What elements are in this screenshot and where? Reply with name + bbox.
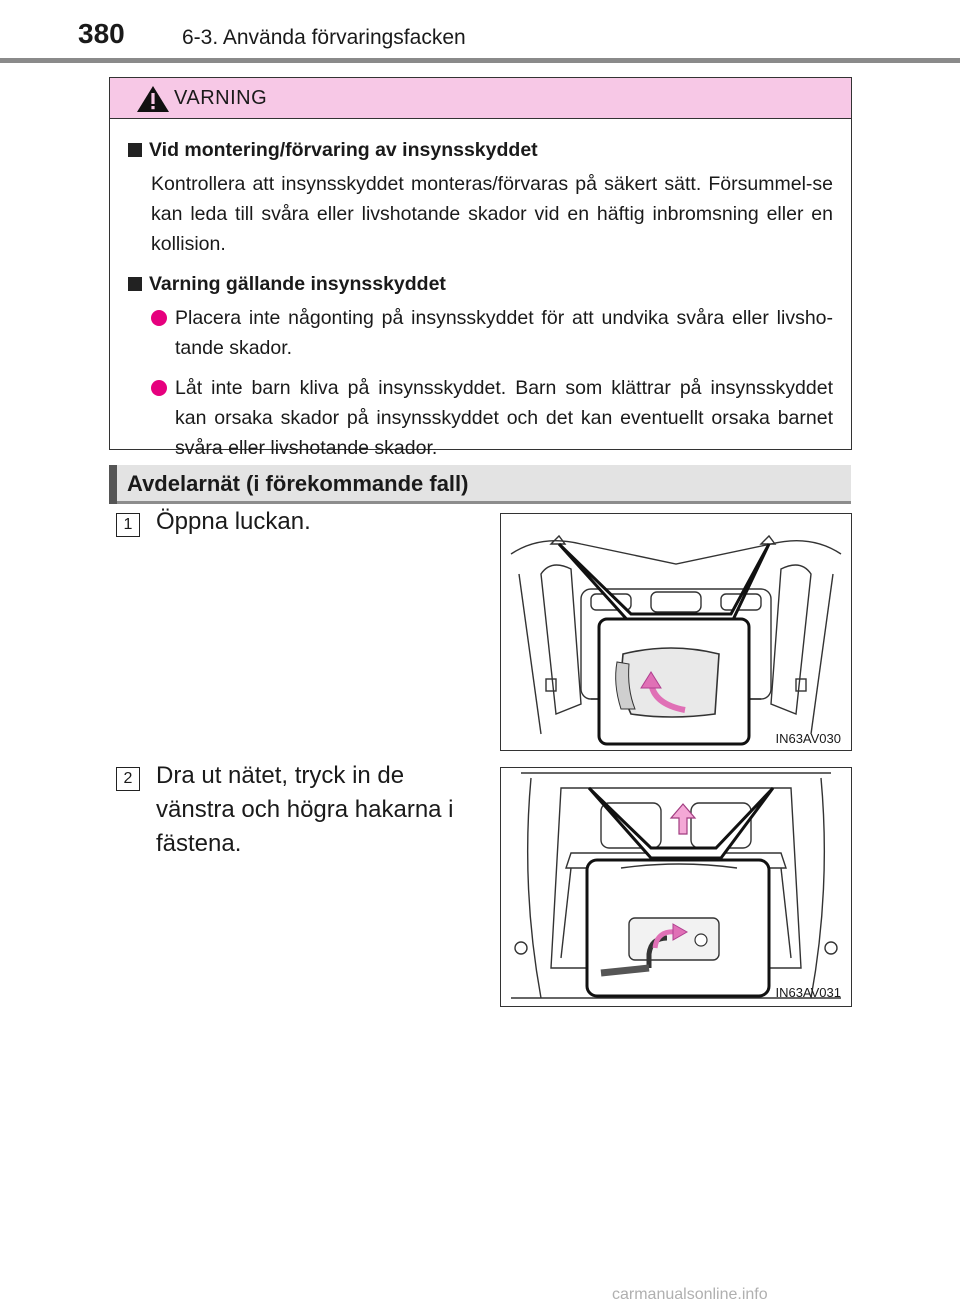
step-text: Öppna luckan. (156, 508, 311, 535)
warning-triangle-icon (136, 85, 170, 113)
cargo-area-illustration (501, 768, 851, 1006)
figure-code: IN63AV030 (775, 731, 841, 746)
page-number: 380 (78, 18, 125, 49)
warning-subheading (128, 269, 833, 299)
warning-subheading (128, 135, 833, 165)
warning-bullet (151, 373, 833, 463)
header-divider (0, 58, 960, 63)
warning-box (109, 77, 852, 459)
warning-title: VARNING (174, 87, 268, 109)
rear-seat-illustration (501, 514, 851, 750)
warning-subheading-text: Vid montering/förvaring av insynsskyddet (149, 139, 538, 161)
figure-cargo-net-hooks (500, 767, 852, 1007)
warning-bullet-text: Placera inte någonting på insynsskyddet för att undvika svåra eller livsho-tande skador. (175, 307, 833, 359)
section-accent (109, 465, 117, 504)
circle-bullet-icon (151, 380, 167, 396)
warning-header (110, 78, 851, 119)
figure-code: IN63AV031 (775, 985, 841, 1000)
figure-rear-seat-lid (500, 513, 852, 751)
warning-bullet-text: Låt inte barn kliva på insynsskyddet. Barn som klättrar på insynsskyddet kan orsaka skador på insynsskyddet och det kan eventuellt orsaka barnet svåra eller livshotande skador. (175, 377, 833, 459)
step-number: 1 (116, 513, 140, 537)
warning-subheading-text: Varning gällande insynsskyddet (149, 273, 446, 295)
circle-bullet-icon (151, 310, 167, 326)
section-title: 6-3. Använda förvaringsfacken (182, 26, 466, 49)
watermark: carmanualsonline.info (612, 1286, 768, 1303)
step-text: Dra ut nätet, tryck in de vänstra och högra hakarna i fästena. (156, 762, 454, 857)
step-number: 2 (116, 767, 140, 791)
section-heading-bar (109, 465, 851, 504)
warning-body (110, 119, 851, 463)
warning-bullet (151, 303, 833, 363)
square-bullet-icon (128, 143, 142, 157)
square-bullet-icon (128, 277, 142, 291)
section-heading: Avdelarnät (i förekommande fall) (127, 471, 469, 496)
warning-paragraph: Kontrollera att insynsskyddet monteras/förvaras på säkert sätt. Försummel-se kan leda till svåra eller livshotande skador vid en häftig inbromsning eller en kollision. (151, 173, 833, 255)
page-header (0, 0, 960, 68)
